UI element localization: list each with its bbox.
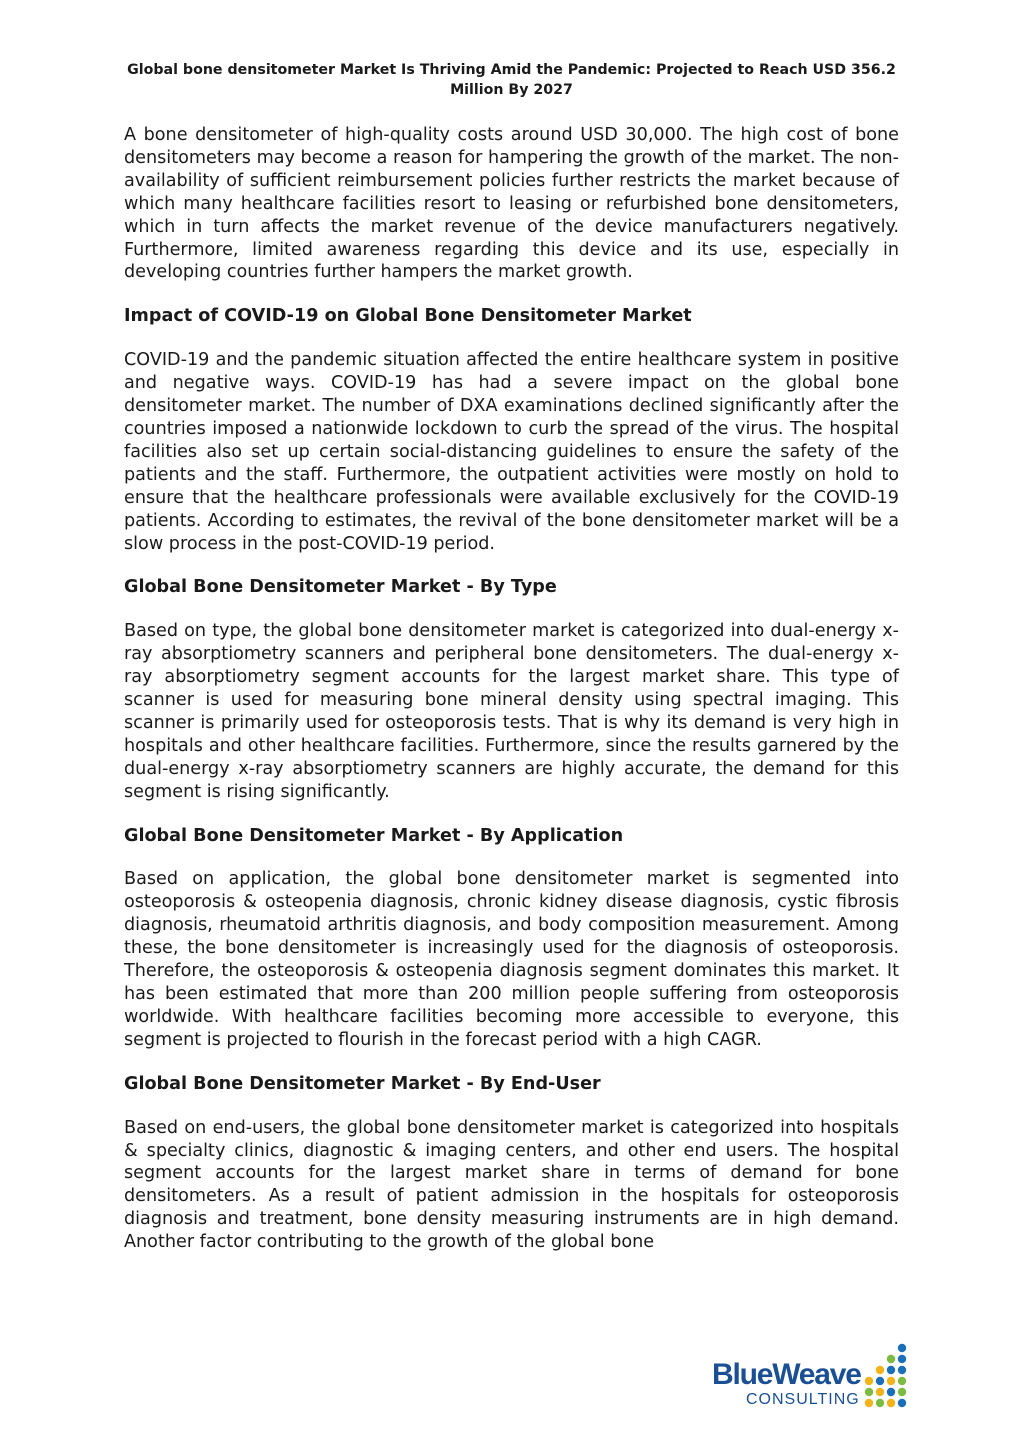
section-heading-by-application: Global Bone Densitometer Market - By Application: [124, 825, 624, 846]
document-title: Global bone densitometer Market Is Thriving Amid the Pandemic: Projected to Reach USD 356.2 Million By 2027: [127, 62, 896, 98]
section-heading-covid-impact: Impact of COVID-19 on Global Bone Densitometer Market: [124, 306, 692, 327]
document-body: [124, 124, 899, 1254]
section-body-by-type: Based on type, the global bone densitometer market is categorized into dual-energy x-ray absorptiometry scanners and peripheral bone densitometers. The dual-energy x-ray absorptiometry segment accounts for the largest market share. This type of scanner is used for measuring bone mineral density using spectral imaging. This scanner is primarily used for osteoporosis tests. That is why its demand is very high in hospitals and other healthcare facilities. Furthermore, since the results garnered by the dual-energy x-ray absorptiometry scanners are highly accurate, the demand for this segment is rising significantly.: [124, 621, 899, 802]
section-heading-by-type: Global Bone Densitometer Market - By Type: [124, 577, 557, 598]
section-heading-by-end-user: Global Bone Densitometer Market - By End-User: [124, 1073, 601, 1094]
section-body-by-end-user: Based on end-users, the global bone densitometer market is categorized into hospitals & specialty clinics, diagnostic & imaging centers, and other end users. The hospital segment accounts for the largest market share in terms of demand for bone densitometers. As a result of patient admission in the hospitals for osteoporosis diagnosis and treatment, bone density measuring instruments are in high demand. Another factor contributing to the growth of the global bone: [124, 1117, 899, 1253]
logo-tagline: CONSULTING: [746, 1391, 860, 1408]
section-body-covid-impact: COVID-19 and the pandemic situation affected the entire healthcare system in positive and negative ways. COVID-19 has had a severe impact on the global bone densitometer market. The number of DXA examinations declined significantly after the countries imposed a nationwide lockdown to curb the spread of the virus. The hospital facilities also set up certain social-distancing guidelines to ensure the safety of the patients and the staff. Furthermore, the outpatient activities were mostly on hold to ensure that the healthcare professionals were available exclusively for the COVID-19 patients. According to estimates, the revival of the bone densitometer market will be a slow process in the post-COVID-19 period.: [124, 350, 899, 554]
blueweave-logo: [706, 1341, 906, 1417]
logo-wordmark: BlueWeave: [712, 1358, 861, 1391]
dot-grid-icon: [864, 1343, 908, 1415]
intro-paragraph: A bone densitometer of high-quality costs around USD 30,000. The high cost of bone densitometers may become a reason for hampering the growth of the market. The non-availability of sufficient reimbursement policies further restricts the market because of which many healthcare facilities resort to leasing or refurbished bone densitometers, which in turn affects the market revenue of the device manufacturers negatively. Furthermore, limited awareness regarding this device and its use, especially in developing countries further hampers the market growth.: [124, 125, 899, 283]
section-body-by-application: Based on application, the global bone densitometer market is segmented into osteoporosis & osteopenia diagnosis, chronic kidney disease diagnosis, cystic fibrosis diagnosis, rheumatoid arthritis diagnosis, and body composition measurement. Among these, the bone densitometer is increasingly used for the diagnosis of osteoporosis. Therefore, the osteoporosis & osteopenia diagnosis segment dominates this market. It has been estimated that more than 200 million people suffering from osteoporosis worldwide. With healthcare facilities becoming more accessible to everyone, this segment is projected to flourish in the forecast period with a high CAGR.: [124, 869, 899, 1050]
